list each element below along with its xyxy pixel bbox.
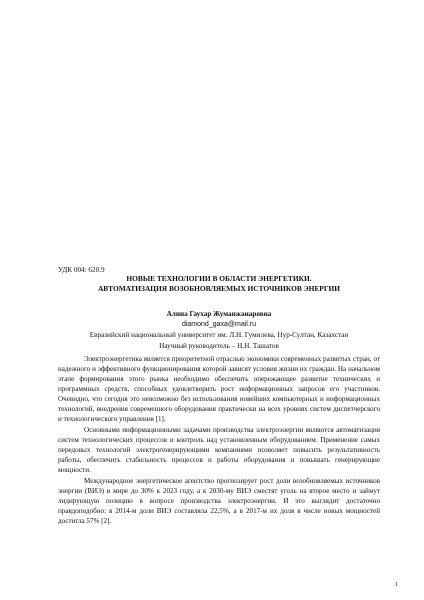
paragraph: Электроэнергетика является приоритетной отраслью экономики современных развитых стран, от надежного и эффективного функционирования которой зависят условия жизни их граждан. На начальном этапе формирования этого рынка необходимо обеспечить опережающее развитие технических и программных средств, способных удовлетворить рост информационных запросов его участников. Очевидно, что сегодня это невозможно без использования новейших компьютерных и информационных технологий, внедрения современного оборудования практически на всех уровнях систем диспетчерского и технологического управления [1]. bbox=[58, 355, 380, 423]
paragraph: Международное энергетическое агентство прогнозирует рост доли возобновляемых источников энергии (ВИЭ) в мире до 30% к 2023 году, а к 2030-му ВИЭ сместят уголь на второе место и займут лидирующую позицию в вопросе производства электроэнергии. И это выглядит достаточно правдоподобно: в 2014-м доли ВИЭ составляла 22,5%, а в 2017-м их доля в числе новых мощностей достигла 57% [2]. bbox=[58, 477, 380, 525]
supervisor: Научный руководитель – Н.Н. Ташатов bbox=[159, 341, 279, 350]
page-number: 1 bbox=[394, 581, 398, 588]
author-name: Алина Гаухар Жуманжанаровна bbox=[166, 310, 272, 318]
paper-title-line-2: АВТОМАТИЗАЦИЯ ВОЗОБНОВЛЯЕМЫХ ИСТОЧНИКОВ ЭНЕРГИИ bbox=[97, 284, 341, 293]
udk-code: УДК 004: 620.9 bbox=[58, 266, 105, 274]
paragraph: Основными информационными задачами производства электроэнергии являются автоматизация систем технологических процессов и контроль над установленным оборудованием. Применение самых передовых технологий электрогенерирующими компаниями позволяет повысить результативность работы, обеспечить стабильность процессов и работы оборудования и повышать генерирующие мощности. bbox=[58, 426, 380, 474]
paper-title bbox=[58, 274, 380, 294]
body-text bbox=[58, 354, 380, 527]
author-email: diamond_gaxa@mail.ru bbox=[181, 320, 257, 328]
paper-title-line-1: НОВЫЕ ТЕХНОЛОГИИ В ОБЛАСТИ ЭНЕРГЕТИКИ. bbox=[126, 274, 312, 283]
author-block bbox=[58, 309, 380, 351]
author-affiliation: Евразийский национальный университет им. Л.Н. Гумилева, Нур-Султан, Казахстан bbox=[89, 331, 349, 339]
